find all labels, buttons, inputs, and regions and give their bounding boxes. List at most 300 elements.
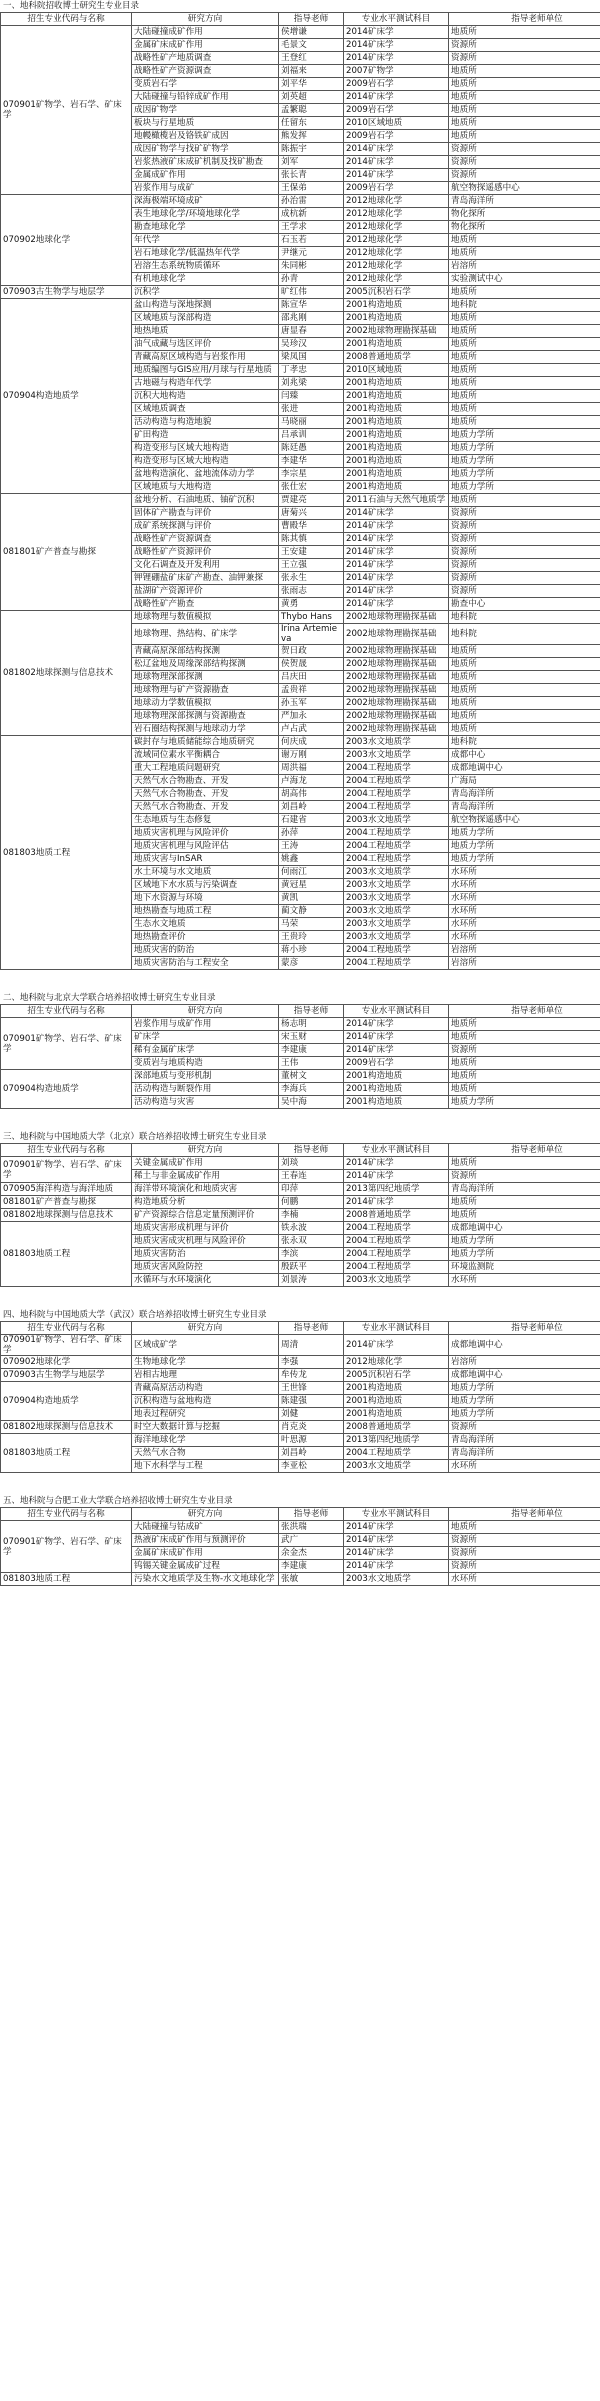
cell-test: 2001构造地质 xyxy=(344,455,449,468)
cell-advisor: 张永双 xyxy=(279,1235,344,1248)
header-unit: 指导老师单位 xyxy=(449,1508,600,1521)
cell-advisor: 吴中海 xyxy=(279,1096,344,1109)
cell-unit: 水环所 xyxy=(449,905,600,918)
cell-unit: 资源所 xyxy=(449,1534,600,1547)
cell-direction: 板块与行星地质 xyxy=(132,117,279,130)
cell-unit: 地质所 xyxy=(449,1018,600,1031)
cell-advisor: 陈振宇 xyxy=(279,143,344,156)
cell-advisor: 李滨 xyxy=(279,1248,344,1261)
cell-unit: 资源所 xyxy=(449,39,600,52)
cell-unit: 青岛海洋所 xyxy=(449,801,600,814)
cell-direction: 沉积大地构造 xyxy=(132,390,279,403)
cell-direction: 区域地质与大地构造 xyxy=(132,481,279,494)
table-header-row xyxy=(1,13,600,26)
cell-test: 2014矿床学 xyxy=(344,533,449,546)
cell-direction: 地球物理深部探测与资源勘查 xyxy=(132,710,279,723)
cell-direction: 流域同位素水平衡耦合 xyxy=(132,749,279,762)
cell-direction: 地热勘查与地质工程 xyxy=(132,905,279,918)
cell-test: 2003水文地质学 xyxy=(344,918,449,931)
cell-unit: 地科院 xyxy=(449,299,600,312)
table-row xyxy=(1,1209,600,1222)
cell-test: 2004工程地质学 xyxy=(344,1447,449,1460)
cell-direction: 地质灾害的防治 xyxy=(132,944,279,957)
cell-advisor: 王安建 xyxy=(279,546,344,559)
cell-test: 2012地球化学 xyxy=(344,1356,449,1369)
cell-direction: 大陆碰撞成矿作用 xyxy=(132,26,279,39)
header-direction: 研究方向 xyxy=(132,1005,279,1018)
cell-advisor: 刘兆梁 xyxy=(279,377,344,390)
cell-direction: 变质岩与地质构造 xyxy=(132,1057,279,1070)
cell-advisor: 黄凯 xyxy=(279,892,344,905)
cell-advisor: 马荣 xyxy=(279,918,344,931)
cell-unit: 成都地调中心 xyxy=(449,1335,600,1356)
cell-unit: 地质所 xyxy=(449,26,600,39)
table-header-row xyxy=(1,1322,600,1335)
cell-advisor: 叶思源 xyxy=(279,1434,344,1447)
cell-advisor: 孙治雷 xyxy=(279,195,344,208)
cell-advisor: 牟传龙 xyxy=(279,1369,344,1382)
header-unit: 指导老师单位 xyxy=(449,1322,600,1335)
cell-advisor: Irina Artemieva xyxy=(279,624,344,645)
cell-test: 2014矿床学 xyxy=(344,520,449,533)
cell-test: 2012地球化学 xyxy=(344,247,449,260)
cell-test: 2003水文地质学 xyxy=(344,892,449,905)
cell-direction: 地质灾害机理与风险评价 xyxy=(132,827,279,840)
cell-unit: 资源所 xyxy=(449,1044,600,1057)
cell-direction: 沉积构造与盆地构造 xyxy=(132,1395,279,1408)
cell-advisor: 李宗星 xyxy=(279,468,344,481)
cell-direction: 矿床学 xyxy=(132,1031,279,1044)
cell-unit: 地质所 xyxy=(449,671,600,684)
cell-test: 2014矿床学 xyxy=(344,156,449,169)
cell-direction: 岩石地球化学/低温热年代学 xyxy=(132,247,279,260)
cell-advisor: 谢万刚 xyxy=(279,749,344,762)
cell-advisor: 刘平华 xyxy=(279,78,344,91)
cell-direction: 松辽盆地及周缘深部结构探测 xyxy=(132,658,279,671)
cell-major: 070905海洋构造与海洋地质 xyxy=(1,1183,132,1196)
cell-direction: 活动构造与断裂作用 xyxy=(132,1083,279,1096)
cell-direction: 地质灾害成灾机理与风险评价 xyxy=(132,1235,279,1248)
cell-direction: 金属矿床成矿作用 xyxy=(132,1547,279,1560)
cell-advisor: 尹继元 xyxy=(279,247,344,260)
cell-unit: 地质力学所 xyxy=(449,1235,600,1248)
cell-unit: 地质力学所 xyxy=(449,481,600,494)
cell-test: 2004工程地质学 xyxy=(344,788,449,801)
cell-direction: 青藏高原深部结构探测 xyxy=(132,645,279,658)
cell-unit: 地质所 xyxy=(449,247,600,260)
cell-advisor: 刘昌岭 xyxy=(279,1447,344,1460)
cell-advisor: 任留东 xyxy=(279,117,344,130)
table-header-row xyxy=(1,1144,600,1157)
cell-advisor: 铁永波 xyxy=(279,1222,344,1235)
cell-direction: 大陆碰撞与铅锌成矿作用 xyxy=(132,91,279,104)
cell-direction: 地质灾害机理与风险评估 xyxy=(132,840,279,853)
cell-unit: 地质所 xyxy=(449,390,600,403)
cell-unit: 水环所 xyxy=(449,1573,600,1586)
cell-direction: 战略性矿产勘查 xyxy=(132,598,279,611)
cell-unit: 地质所 xyxy=(449,1083,600,1096)
cell-test: 2004工程地质学 xyxy=(344,775,449,788)
cell-test: 2014矿床学 xyxy=(344,91,449,104)
cell-direction: 矿田构造 xyxy=(132,429,279,442)
cell-test: 2004工程地质学 xyxy=(344,801,449,814)
cell-test: 2004工程地质学 xyxy=(344,840,449,853)
cell-test: 2014矿床学 xyxy=(344,507,449,520)
cell-major: 081803地质工程 xyxy=(1,736,132,970)
cell-advisor: 王春连 xyxy=(279,1170,344,1183)
major-table xyxy=(0,12,600,970)
cell-test: 2008普通地质学 xyxy=(344,1209,449,1222)
cell-major: 081803地质工程 xyxy=(1,1434,132,1473)
cell-major: 070901矿物学、岩石学、矿床学 xyxy=(1,26,132,195)
cell-test: 2001构造地质 xyxy=(344,1395,449,1408)
cell-major: 081802地球探测与信息技术 xyxy=(1,1421,132,1434)
cell-direction: 地质编图与GIS应用/月球与行星地质 xyxy=(132,364,279,377)
header-advisor: 指导老师 xyxy=(279,1322,344,1335)
cell-advisor: 侯增谦 xyxy=(279,26,344,39)
cell-unit: 青岛海洋所 xyxy=(449,1447,600,1460)
cell-test: 2001构造地质 xyxy=(344,481,449,494)
table-row xyxy=(1,1421,600,1434)
header-direction: 研究方向 xyxy=(132,1322,279,1335)
cell-direction: 时空大数据计算与挖掘 xyxy=(132,1421,279,1434)
cell-test: 2001构造地质 xyxy=(344,377,449,390)
cell-advisor: 殷跃平 xyxy=(279,1261,344,1274)
cell-direction: 岩相古地理 xyxy=(132,1369,279,1382)
cell-direction: 表生地球化学/环境地球化学 xyxy=(132,208,279,221)
cell-test: 2011石油与天然气地质学 xyxy=(344,494,449,507)
cell-test: 2001构造地质 xyxy=(344,390,449,403)
cell-major: 081803地质工程 xyxy=(1,1573,132,1586)
cell-advisor: 旷红伟 xyxy=(279,286,344,299)
cell-test: 2003水文地质学 xyxy=(344,814,449,827)
cell-test: 2014矿床学 xyxy=(344,585,449,598)
cell-major: 070903古生物学与地层学 xyxy=(1,1369,132,1382)
cell-direction: 沉积学 xyxy=(132,286,279,299)
section-title: 四、地科院与中国地质大学（武汉）联合培养招收博士研究生专业目录 xyxy=(3,1310,267,1320)
cell-test: 2014矿床学 xyxy=(344,143,449,156)
cell-test: 2004工程地质学 xyxy=(344,853,449,866)
cell-test: 2003水文地质学 xyxy=(344,749,449,762)
header-unit: 指导老师单位 xyxy=(449,1005,600,1018)
cell-test: 2012地球化学 xyxy=(344,195,449,208)
cell-test: 2003水文地质学 xyxy=(344,879,449,892)
cell-advisor: 熊发挥 xyxy=(279,130,344,143)
cell-unit: 水环所 xyxy=(449,918,600,931)
cell-advisor: 马晓丽 xyxy=(279,416,344,429)
cell-advisor: 董树文 xyxy=(279,1070,344,1083)
cell-test: 2002地球物理勘探基础 xyxy=(344,658,449,671)
cell-advisor: 成杭新 xyxy=(279,208,344,221)
cell-unit: 地质所 xyxy=(449,684,600,697)
cell-direction: 天然气水合物 xyxy=(132,1447,279,1460)
cell-unit: 地质所 xyxy=(449,658,600,671)
cell-advisor: 李建康 xyxy=(279,1560,344,1573)
cell-test: 2014矿床学 xyxy=(344,1196,449,1209)
cell-direction: 地质灾害与InSAR xyxy=(132,853,279,866)
cell-unit: 地质力学所 xyxy=(449,1382,600,1395)
cell-unit: 地质力学所 xyxy=(449,1096,600,1109)
cell-major: 070904构造地质学 xyxy=(1,1070,132,1109)
cell-test: 2012地球化学 xyxy=(344,221,449,234)
cell-direction: 青藏高原活动构造 xyxy=(132,1382,279,1395)
cell-advisor: 梁凤国 xyxy=(279,351,344,364)
cell-unit: 岩溶所 xyxy=(449,957,600,970)
cell-test: 2014矿床学 xyxy=(344,1534,449,1547)
cell-test: 2004工程地质学 xyxy=(344,762,449,775)
cell-major: 081801矿产普查与勘探 xyxy=(1,494,132,611)
cell-direction: 活动构造与构造地貌 xyxy=(132,416,279,429)
cell-test: 2004工程地质学 xyxy=(344,1222,449,1235)
cell-advisor: 王伟 xyxy=(279,1057,344,1070)
cell-unit: 航空物探遥感中心 xyxy=(449,814,600,827)
cell-advisor: 孟繁聪 xyxy=(279,104,344,117)
cell-test: 2001构造地质 xyxy=(344,1382,449,1395)
cell-direction: 稀土与非金属成矿作用 xyxy=(132,1170,279,1183)
cell-major: 081803地质工程 xyxy=(1,1222,132,1287)
cell-advisor: 杨志明 xyxy=(279,1018,344,1031)
header-direction: 研究方向 xyxy=(132,1508,279,1521)
table-row xyxy=(1,1196,600,1209)
cell-direction: 古地磁与构造年代学 xyxy=(132,377,279,390)
cell-major: 070901矿物学、岩石学、矿床学 xyxy=(1,1018,132,1070)
cell-advisor: 王世锋 xyxy=(279,1382,344,1395)
cell-direction: 变质岩石学 xyxy=(132,78,279,91)
cell-test: 2001构造地质 xyxy=(344,442,449,455)
cell-unit: 资源所 xyxy=(449,520,600,533)
cell-unit: 资源所 xyxy=(449,1170,600,1183)
cell-direction: 岩溶生态系统物质循环 xyxy=(132,260,279,273)
cell-unit: 地质所 xyxy=(449,312,600,325)
cell-advisor: 朱同彬 xyxy=(279,260,344,273)
cell-unit: 地质所 xyxy=(449,1521,600,1534)
cell-unit: 青岛海洋所 xyxy=(449,195,600,208)
header-major: 招生专业代码与名称 xyxy=(1,1322,132,1335)
cell-unit: 勘查中心 xyxy=(449,598,600,611)
cell-test: 2014矿床学 xyxy=(344,1157,449,1170)
cell-test: 2005沉积岩石学 xyxy=(344,286,449,299)
cell-test: 2014矿床学 xyxy=(344,1018,449,1031)
table-row xyxy=(1,299,600,312)
cell-advisor: 张洪瑞 xyxy=(279,1521,344,1534)
cell-unit: 资源所 xyxy=(449,169,600,182)
cell-direction: 区域地质调查 xyxy=(132,403,279,416)
cell-direction: 地球物理深部探测 xyxy=(132,671,279,684)
cell-test: 2003水文地质学 xyxy=(344,905,449,918)
cell-advisor: 陈廷愚 xyxy=(279,442,344,455)
cell-test: 2009岩石学 xyxy=(344,130,449,143)
cell-direction: 生态水文地质 xyxy=(132,918,279,931)
header-advisor: 指导老师 xyxy=(279,13,344,26)
cell-direction: 地球动力学数值模拟 xyxy=(132,697,279,710)
cell-test: 2008普通地质学 xyxy=(344,1421,449,1434)
cell-advisor: 孟贵祥 xyxy=(279,684,344,697)
table-row xyxy=(1,1382,600,1395)
cell-advisor: 何鹏 xyxy=(279,1196,344,1209)
cell-direction: 油气成藏与选区评价 xyxy=(132,338,279,351)
cell-unit: 地质所 xyxy=(449,1057,600,1070)
cell-unit: 地质所 xyxy=(449,325,600,338)
cell-unit: 物化探所 xyxy=(449,221,600,234)
cell-direction: 天然气水合物勘查、开发 xyxy=(132,788,279,801)
cell-advisor: 闫臻 xyxy=(279,390,344,403)
cell-direction: 战略性矿产资源调查 xyxy=(132,65,279,78)
cell-unit: 地质所 xyxy=(449,286,600,299)
cell-direction: 活动构造与灾害 xyxy=(132,1096,279,1109)
cell-test: 2014矿床学 xyxy=(344,598,449,611)
cell-advisor: 孙青 xyxy=(279,273,344,286)
cell-direction: 地幔橄榄岩及铬铁矿成因 xyxy=(132,130,279,143)
cell-direction: 深海极端环境成矿 xyxy=(132,195,279,208)
cell-test: 2012地球化学 xyxy=(344,273,449,286)
cell-advisor: 吴珍汉 xyxy=(279,338,344,351)
cell-advisor: 胡高伟 xyxy=(279,788,344,801)
cell-direction: 地球物理与矿产资源勘查 xyxy=(132,684,279,697)
cell-direction: 岩石圈结构探测与地球动力学 xyxy=(132,723,279,736)
cell-unit: 成都地调中心 xyxy=(449,1369,600,1382)
cell-test: 2010区域地质 xyxy=(344,364,449,377)
cell-test: 2009岩石学 xyxy=(344,182,449,195)
cell-unit: 资源所 xyxy=(449,1421,600,1434)
table-row xyxy=(1,1070,600,1083)
header-major: 招生专业代码与名称 xyxy=(1,1144,132,1157)
cell-unit: 水环所 xyxy=(449,879,600,892)
table-row xyxy=(1,1369,600,1382)
cell-direction: 地质灾害风险防控 xyxy=(132,1261,279,1274)
cell-advisor: 王涛 xyxy=(279,840,344,853)
cell-unit: 航空物探遥感中心 xyxy=(449,182,600,195)
cell-advisor: 张敏 xyxy=(279,1573,344,1586)
cell-major: 070901矿物学、岩石学、矿床学 xyxy=(1,1521,132,1573)
cell-direction: 盆地构造演化、盆地流体动力学 xyxy=(132,468,279,481)
cell-direction: 成矿系统探测与评价 xyxy=(132,520,279,533)
cell-test: 2014矿床学 xyxy=(344,1044,449,1057)
major-table xyxy=(0,1143,600,1287)
header-unit: 指导老师单位 xyxy=(449,13,600,26)
header-advisor: 指导老师 xyxy=(279,1005,344,1018)
table-header-row xyxy=(1,1508,600,1521)
cell-advisor: 姚鑫 xyxy=(279,853,344,866)
section-title: 一、地科院招收博士研究生专业目录 xyxy=(3,1,140,11)
cell-advisor: 张仕宏 xyxy=(279,481,344,494)
cell-test: 2003水文地质学 xyxy=(344,1274,449,1287)
header-direction: 研究方向 xyxy=(132,13,279,26)
cell-advisor: 石建省 xyxy=(279,814,344,827)
cell-major: 070902地球化学 xyxy=(1,1356,132,1369)
cell-advisor: 余金杰 xyxy=(279,1547,344,1560)
cell-unit: 资源所 xyxy=(449,1547,600,1560)
header-test: 专业水平测试科目 xyxy=(344,1508,449,1521)
cell-advisor: 李楠 xyxy=(279,1209,344,1222)
cell-direction: 勘查地球化学 xyxy=(132,221,279,234)
cell-advisor: 陈其慎 xyxy=(279,533,344,546)
cell-test: 2001构造地质 xyxy=(344,299,449,312)
cell-advisor: 孙萍 xyxy=(279,827,344,840)
table-row xyxy=(1,1222,600,1235)
cell-test: 2010区域地质 xyxy=(344,117,449,130)
cell-unit: 地质力学所 xyxy=(449,853,600,866)
cell-direction: 区域地下水水质与污染调查 xyxy=(132,879,279,892)
cell-advisor: 印萍 xyxy=(279,1183,344,1196)
header-test: 专业水平测试科目 xyxy=(344,1144,449,1157)
cell-direction: 污染水文地质学及生物-水文地球化学 xyxy=(132,1573,279,1586)
cell-direction: 成因矿物学 xyxy=(132,104,279,117)
cell-test: 2002地球物理勘探基础 xyxy=(344,624,449,645)
section-title: 二、地科院与北京大学联合培养招收博士研究生专业目录 xyxy=(3,993,216,1003)
cell-unit: 地质所 xyxy=(449,1209,600,1222)
cell-test: 2013第四纪地质学 xyxy=(344,1183,449,1196)
cell-unit: 资源所 xyxy=(449,585,600,598)
cell-advisor: 孙玉军 xyxy=(279,697,344,710)
cell-test: 2002地球物理勘探基础 xyxy=(344,325,449,338)
cell-test: 2014矿床学 xyxy=(344,26,449,39)
cell-unit: 地质力学所 xyxy=(449,1395,600,1408)
table-row xyxy=(1,1157,600,1170)
cell-unit: 青岛海洋所 xyxy=(449,1434,600,1447)
cell-advisor: 何雨江 xyxy=(279,866,344,879)
cell-unit: 地质力学所 xyxy=(449,468,600,481)
cell-test: 2014矿床学 xyxy=(344,546,449,559)
cell-unit: 地质所 xyxy=(449,494,600,507)
section-spacer xyxy=(0,1109,600,1131)
cell-major: 070901矿物学、岩石学、矿床学 xyxy=(1,1335,132,1356)
cell-direction: 海洋地球化学 xyxy=(132,1434,279,1447)
cell-advisor: 毛景文 xyxy=(279,39,344,52)
cell-direction: 地表过程研究 xyxy=(132,1408,279,1421)
cell-advisor: 刘福来 xyxy=(279,65,344,78)
cell-test: 2012地球化学 xyxy=(344,260,449,273)
cell-advisor: 刘健 xyxy=(279,1408,344,1421)
table-row xyxy=(1,195,600,208)
cell-advisor: 王贵玲 xyxy=(279,931,344,944)
cell-test: 2001构造地质 xyxy=(344,429,449,442)
cell-direction: 钾锂硼盐矿床矿产勘查、油钾兼探 xyxy=(132,572,279,585)
cell-test: 2002地球物理勘探基础 xyxy=(344,645,449,658)
header-advisor: 指导老师 xyxy=(279,1508,344,1521)
cell-unit: 地质所 xyxy=(449,78,600,91)
cell-unit: 岩溶所 xyxy=(449,260,600,273)
header-unit: 指导老师单位 xyxy=(449,1144,600,1157)
cell-unit: 资源所 xyxy=(449,572,600,585)
cell-test: 2013第四纪地质学 xyxy=(344,1434,449,1447)
cell-advisor: 贾建亮 xyxy=(279,494,344,507)
cell-direction: 大陆碰撞与钴成矿 xyxy=(132,1521,279,1534)
cell-direction: 构造变形与区域大地构造 xyxy=(132,455,279,468)
cell-test: 2001构造地质 xyxy=(344,1083,449,1096)
cell-advisor: 肖克炎 xyxy=(279,1421,344,1434)
cell-unit: 广海局 xyxy=(449,775,600,788)
cell-advisor: 刘英超 xyxy=(279,91,344,104)
cell-test: 2009岩石学 xyxy=(344,104,449,117)
cell-advisor: 李海兵 xyxy=(279,1083,344,1096)
cell-test: 2001构造地质 xyxy=(344,468,449,481)
header-direction: 研究方向 xyxy=(132,1144,279,1157)
cell-unit: 地质所 xyxy=(449,403,600,416)
cell-major: 081802地球探测与信息技术 xyxy=(1,1209,132,1222)
cell-direction: 构造地质分析 xyxy=(132,1196,279,1209)
cell-unit: 地质所 xyxy=(449,710,600,723)
cell-advisor: 刘昌岭 xyxy=(279,801,344,814)
major-table xyxy=(0,1321,600,1473)
cell-unit: 地质所 xyxy=(449,104,600,117)
cell-advisor: 蔺文静 xyxy=(279,905,344,918)
cell-test: 2004工程地质学 xyxy=(344,1235,449,1248)
header-test: 专业水平测试科目 xyxy=(344,13,449,26)
cell-advisor: 唐菊兴 xyxy=(279,507,344,520)
cell-test: 2009岩石学 xyxy=(344,1057,449,1070)
cell-unit: 成都中心 xyxy=(449,749,600,762)
cell-direction: 天然气水合物勘查、开发 xyxy=(132,801,279,814)
